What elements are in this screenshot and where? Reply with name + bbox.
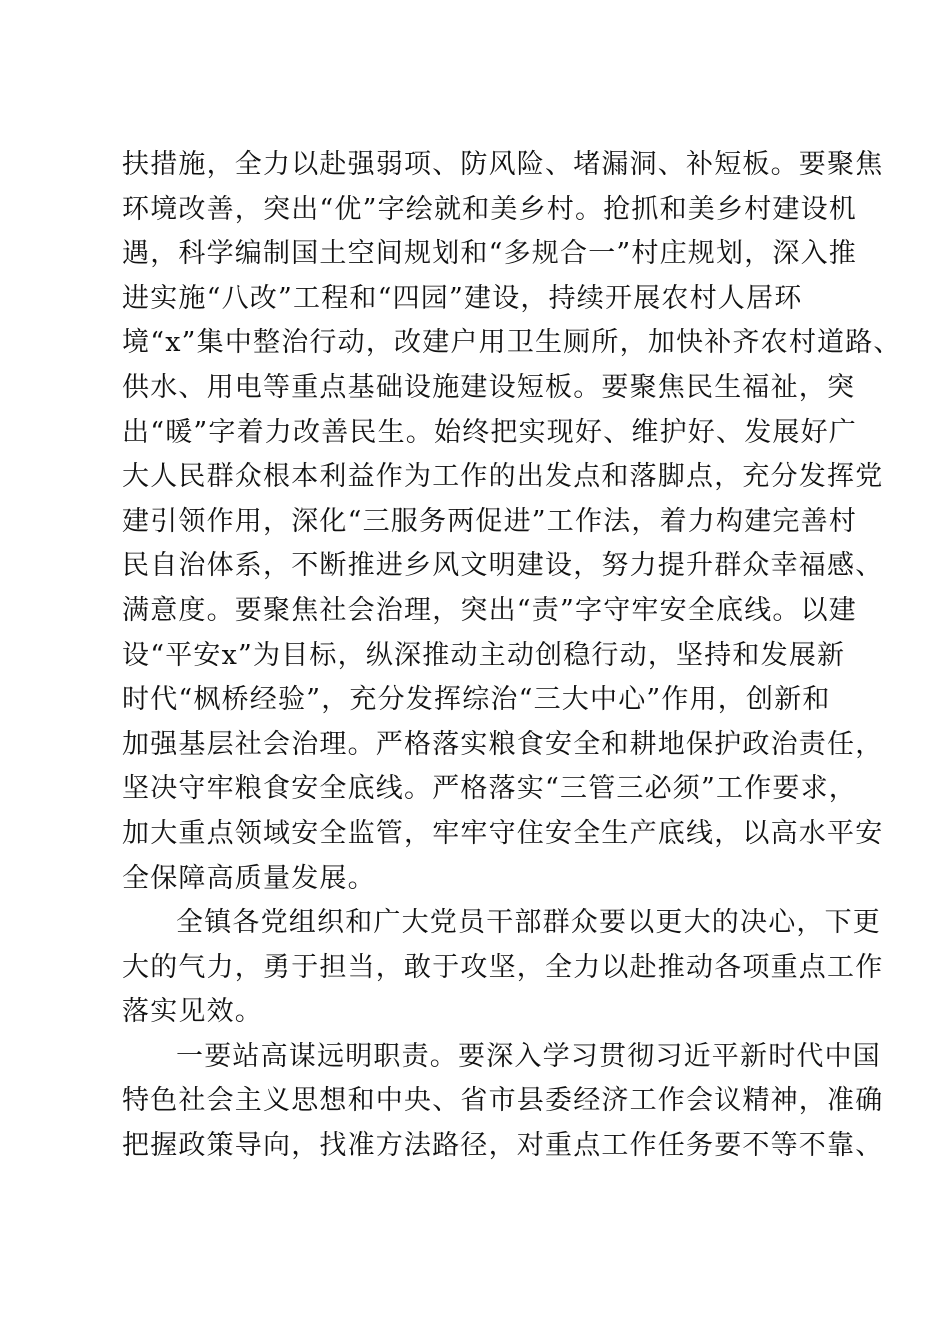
text-line: 建引领作用，深化“三服务两促进”工作法，着力构建完善村 bbox=[122, 505, 858, 537]
text-line: 大人民群众根本利益作为工作的出发点和落脚点，充分发挥党 bbox=[122, 461, 884, 493]
text-line: 设“平安x”为目标，纵深推动主动创稳行动，坚持和发展新 bbox=[122, 639, 846, 671]
text-line: 大的气力，勇于担当，敢于攻坚，全力以赴推动各项重点工作 bbox=[122, 951, 884, 983]
text-line: 坚决守牢粮食安全底线。严格落实“三管三必须”工作要求， bbox=[122, 773, 858, 805]
text-line: 供水、用电等重点基础设施建设短板。要聚焦民生福祉，突 bbox=[122, 371, 856, 403]
text-line: 出“暖”字着力改善民生。始终把实现好、维护好、发展好广 bbox=[122, 416, 858, 448]
text-line: 进实施“八改”工程和“四园”建设，持续开展农村人居环 bbox=[122, 282, 803, 314]
text-line: 加大重点领域安全监管，牢牢守住安全生产底线，以高水平安 bbox=[122, 817, 884, 849]
text-line: 满意度。要聚焦社会治理，突出“责”字守牢安全底线。以建 bbox=[122, 594, 858, 626]
text-line: 全保障高质量发展。 bbox=[122, 862, 376, 894]
paragraph-first-line: 一要站高谋远明职责。要深入学习贯彻习近平新时代中国 bbox=[176, 1040, 881, 1072]
text-line: 环境改善，突出“优”字绘就和美乡村。抢抓和美乡村建设机 bbox=[122, 193, 858, 225]
text-line: 扶措施，全力以赴强弱项、防风险、堵漏洞、补短板。要聚焦 bbox=[122, 149, 884, 180]
text-line: 民自治体系，不断推进乡风文明建设，努力提升群众幸福感、 bbox=[122, 550, 884, 582]
text-line: 把握政策导向，找准方法路径，对重点工作任务要不等不靠、 bbox=[122, 1130, 884, 1162]
text-line: 加强基层社会治理。严格落实粮食安全和耕地保护政治责任， bbox=[122, 728, 884, 760]
paragraph-first-line: 全镇各党组织和广大党员干部群众要以更大的决心，下更 bbox=[176, 907, 881, 939]
text-line: 遇，科学编制国土空间规划和“多规合一”村庄规划，深入推 bbox=[122, 238, 858, 270]
body-text bbox=[122, 143, 902, 1169]
text-line: 境“x”集中整治行动，改建户用卫生厕所，加快补齐农村道路、 bbox=[122, 327, 902, 359]
text-line: 落实见效。 bbox=[122, 996, 263, 1028]
text-line: 时代“枫桥经验”，充分发挥综治“三大中心”作用，创新和 bbox=[122, 684, 831, 716]
text-line: 特色社会主义思想和中央、省市县委经济工作会议精神，准确 bbox=[122, 1085, 884, 1117]
